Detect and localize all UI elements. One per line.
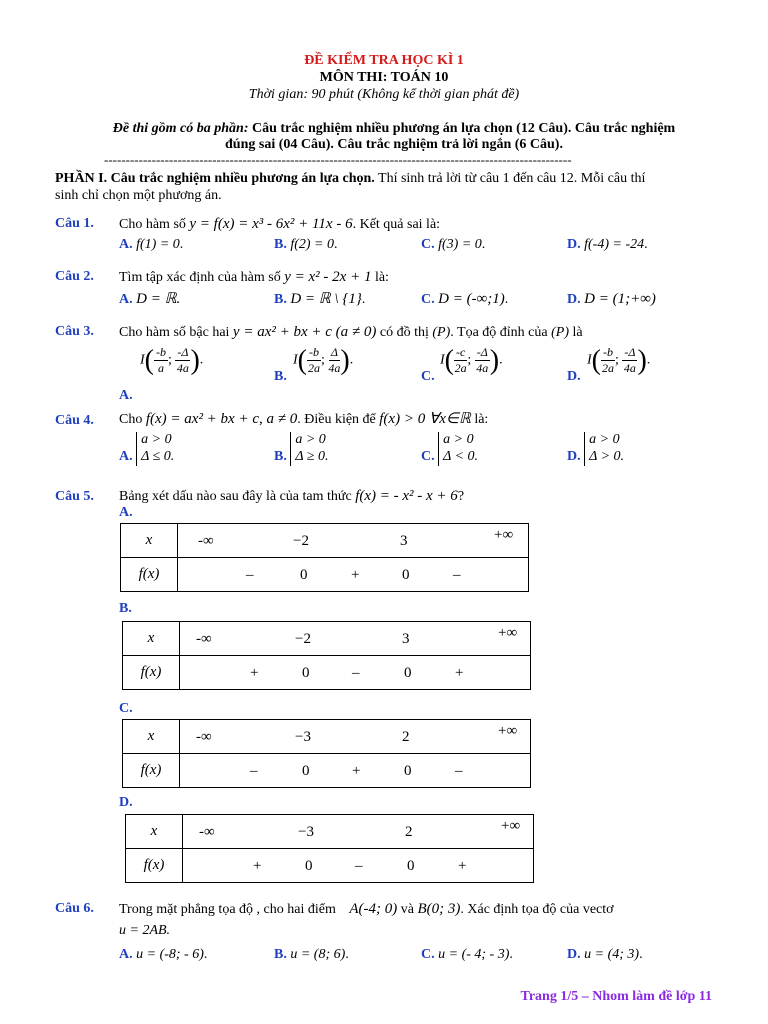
q6-option-d[interactable]: D. u = (4; 3). bbox=[567, 947, 643, 962]
x-header: x bbox=[126, 815, 183, 849]
pos-inf: +∞ bbox=[498, 723, 518, 739]
sign-table-a[interactable] bbox=[120, 523, 529, 592]
cond-2: Δ > 0 bbox=[589, 448, 621, 464]
cond-2: Δ < 0 bbox=[443, 448, 475, 464]
q1-option-c[interactable]: C. f(3) = 0. bbox=[421, 237, 486, 252]
sign: 0 bbox=[302, 665, 310, 681]
x-row bbox=[180, 622, 531, 656]
q5-label: Câu 5. bbox=[55, 489, 94, 504]
q3-option-b-formula[interactable]: I( $\frac{-b}{2a}$ ; $\frac{\Delta}{4a}$ ). bbox=[293, 345, 354, 376]
q5-post: ? bbox=[457, 489, 465, 504]
fx-row bbox=[178, 558, 529, 592]
option-text: D = (-∞;1) bbox=[438, 291, 505, 307]
q2-formula: y = x² - 2x + 1 bbox=[284, 269, 372, 285]
option-label: B. bbox=[274, 947, 287, 962]
vertex-i: I bbox=[440, 352, 445, 368]
neg-inf: -∞ bbox=[196, 729, 212, 745]
x-header: x bbox=[121, 524, 178, 558]
x-num: -b bbox=[156, 345, 166, 359]
sign: + bbox=[455, 665, 464, 681]
sign: 0 bbox=[407, 858, 415, 874]
root-2: 2 bbox=[402, 729, 410, 745]
q5-formula: f(x) = - x² - x + 6 bbox=[355, 488, 458, 504]
option-label: C. bbox=[421, 947, 435, 962]
option-label: D. bbox=[567, 292, 581, 307]
x-header: x bbox=[123, 720, 180, 754]
option-text: f(-4) = -24 bbox=[584, 237, 645, 252]
option-label: C. bbox=[421, 292, 435, 307]
option-label: C. bbox=[421, 237, 435, 252]
q3-option-a-label[interactable] bbox=[119, 387, 133, 405]
q4-label: Câu 4. bbox=[55, 413, 94, 428]
option-text: f(3) = 0 bbox=[438, 237, 482, 252]
sign: 0 bbox=[402, 567, 410, 583]
q4-option-d[interactable]: D. a > 0 Δ > 0. bbox=[567, 432, 625, 465]
option-label: C. bbox=[421, 449, 435, 465]
sign: – bbox=[352, 665, 360, 681]
q6-label: Câu 6. bbox=[55, 901, 94, 916]
q3-label: Câu 3. bbox=[55, 324, 94, 339]
q3-p: (P) bbox=[432, 325, 451, 340]
q1-formula: y = f(x) = x³ - 6x² + 11x - 6 bbox=[189, 216, 353, 232]
sign: + bbox=[250, 665, 259, 681]
cond-1: a > 0 bbox=[443, 432, 474, 447]
option-text: D = ℝ \ {1} bbox=[290, 291, 362, 307]
sign: 0 bbox=[300, 567, 308, 583]
fx-row bbox=[183, 849, 534, 883]
root-2: 2 bbox=[405, 824, 413, 840]
sign: + bbox=[253, 858, 262, 874]
x-den: a bbox=[158, 361, 164, 375]
sign: – bbox=[250, 763, 258, 779]
fx-header: f(x) bbox=[123, 754, 180, 788]
sign: – bbox=[453, 567, 461, 583]
y-num: -Δ bbox=[177, 345, 189, 359]
q4-option-a[interactable]: A. a > 0 Δ ≤ 0. bbox=[119, 432, 175, 465]
sign: 0 bbox=[305, 858, 313, 874]
table-b-label[interactable]: B. bbox=[119, 601, 132, 616]
neg-inf: -∞ bbox=[198, 533, 214, 549]
sign-table-c[interactable] bbox=[122, 719, 531, 788]
y-den: 4a bbox=[623, 361, 636, 375]
option-label: D. bbox=[567, 449, 581, 465]
q2-post: là: bbox=[374, 270, 389, 285]
table-c-label[interactable]: C. bbox=[119, 701, 133, 716]
option-text: f(1) = 0 bbox=[136, 237, 180, 252]
fx-header: f(x) bbox=[126, 849, 183, 883]
y-den: 4a bbox=[328, 361, 341, 375]
q3-mid: có đồ thị bbox=[379, 325, 429, 340]
x-row bbox=[183, 815, 534, 849]
q4-text bbox=[119, 410, 488, 429]
q4-option-b[interactable]: B. a > 0 Δ ≥ 0. bbox=[274, 432, 329, 465]
sign: 0 bbox=[404, 763, 412, 779]
vertex-i: I bbox=[140, 352, 145, 368]
root-1: −3 bbox=[295, 729, 311, 745]
part1-heading: PHẦN I. Câu trắc nghiệm nhiều phương án lựa chọn. bbox=[55, 171, 375, 186]
cond-1: a > 0 bbox=[295, 432, 326, 447]
x-row bbox=[178, 524, 529, 558]
q1-option-b[interactable]: B. f(2) = 0. bbox=[274, 237, 338, 252]
option-text: u = (4; 3) bbox=[584, 947, 640, 962]
q3-option-c-formula[interactable]: I( $\frac{-c}{2a}$ ; $\frac{-\Delta}{4a}$ ). bbox=[440, 345, 503, 376]
sign-table-d[interactable] bbox=[125, 814, 534, 883]
q2-option-b[interactable]: B. D = ℝ \ {1}. bbox=[274, 291, 366, 307]
q3-formula: y = ax² + bx + c (a ≠ 0) bbox=[232, 324, 377, 340]
y-num: -Δ bbox=[476, 345, 488, 359]
fx-header: f(x) bbox=[123, 656, 180, 690]
neg-inf: -∞ bbox=[199, 824, 215, 840]
q2-pre: Tìm tập xác định của hàm số bbox=[119, 270, 281, 285]
sign: + bbox=[351, 567, 360, 583]
q2-label: Câu 2. bbox=[55, 269, 94, 284]
exam-title: ĐỀ KIỂM TRA HỌC KÌ 1 bbox=[304, 53, 464, 68]
x-den: 2a bbox=[308, 361, 320, 375]
q6-option-a[interactable]: A. u = (-8; - 6). bbox=[119, 947, 208, 962]
option-label: D. bbox=[567, 369, 581, 384]
intro-line2: đúng sai (04 Câu). Câu trắc nghiệm trả lời ngắn (6 Câu). bbox=[225, 137, 563, 152]
x-num: -b bbox=[603, 345, 613, 359]
q3-post: . Tọa độ đỉnh của bbox=[450, 325, 548, 340]
pos-inf: +∞ bbox=[498, 625, 518, 641]
option-text: f(2) = 0 bbox=[290, 237, 335, 252]
sign: – bbox=[455, 763, 463, 779]
part1-instructions bbox=[55, 170, 725, 188]
vertex-i: I bbox=[587, 352, 592, 368]
q6-point-a: A(-4; 0) bbox=[349, 901, 398, 917]
q4-option-c[interactable]: C. a > 0 Δ < 0. bbox=[421, 432, 479, 465]
pos-inf: +∞ bbox=[494, 527, 514, 543]
root-1: −2 bbox=[295, 631, 311, 647]
intro-italic: Đề thi gồm có ba phần: bbox=[112, 121, 249, 136]
q5-text bbox=[119, 487, 464, 506]
fx-row bbox=[180, 656, 531, 690]
pos-inf: +∞ bbox=[501, 818, 521, 834]
sign: + bbox=[458, 858, 467, 874]
q3-option-c-label[interactable] bbox=[421, 368, 435, 386]
q1-pre: Cho hàm số bbox=[119, 217, 186, 232]
q4-post: là: bbox=[474, 412, 489, 427]
root-2: 3 bbox=[402, 631, 410, 647]
sign: 0 bbox=[404, 665, 412, 681]
option-text: u = (-8; - 6) bbox=[136, 947, 204, 962]
sign: + bbox=[352, 763, 361, 779]
q3-p2: (P) bbox=[551, 325, 570, 340]
page-footer: Trang 1/5 – Nhom làm đề lớp 11 bbox=[520, 989, 712, 1004]
option-text: u = (8; 6) bbox=[290, 947, 346, 962]
option-label: A. bbox=[119, 388, 133, 403]
sign: 0 bbox=[302, 763, 310, 779]
q6-post: . Xác định tọa độ của vectơ bbox=[460, 902, 614, 917]
divider: ------------------------------------------------------------------------------------------------------------ bbox=[104, 152, 572, 167]
q1-post: . Kết quả sai là: bbox=[352, 217, 441, 232]
exam-time: Thời gian: 90 phút (Không kể thời gian phát đề) bbox=[248, 87, 520, 102]
q2-text bbox=[119, 268, 389, 287]
q6-option-b[interactable]: B. u = (8; 6). bbox=[274, 947, 349, 962]
q3-option-d-formula[interactable]: I( $\frac{-b}{2a}$ ; $\frac{-\Delta}{4a}$ ). bbox=[587, 345, 651, 376]
option-label: D. bbox=[567, 237, 581, 252]
option-label: A. bbox=[119, 237, 133, 252]
neg-inf: -∞ bbox=[196, 631, 212, 647]
option-label: D. bbox=[567, 947, 581, 962]
sign: – bbox=[355, 858, 363, 874]
y-num: -Δ bbox=[624, 345, 636, 359]
q6-and: và bbox=[400, 902, 414, 917]
y-den: 4a bbox=[476, 361, 489, 375]
option-text: u = (- 4; - 3) bbox=[438, 947, 510, 962]
option-label: B. bbox=[274, 292, 287, 307]
q4-formula: f(x) = ax² + bx + c, a ≠ 0 bbox=[145, 411, 298, 427]
q3-text bbox=[119, 323, 583, 342]
q5-pre: Bảng xét dấu nào sau đây là của tam thức bbox=[119, 489, 352, 504]
y-num: Δ bbox=[330, 345, 338, 359]
q3-pre: Cho hàm số bậc hai bbox=[119, 325, 230, 340]
option-label: C. bbox=[421, 369, 435, 384]
sign-table-b[interactable] bbox=[122, 621, 531, 690]
q6-point-b: B(0; 3) bbox=[417, 901, 461, 917]
table-a-label[interactable]: A. bbox=[119, 505, 133, 520]
part1-instr2: sinh chỉ chọn một phương án. bbox=[55, 188, 222, 203]
x-num: -b bbox=[309, 345, 319, 359]
q6-option-c[interactable]: C. u = (- 4; - 3). bbox=[421, 947, 513, 962]
x-row bbox=[180, 720, 531, 754]
vertex-i: I bbox=[293, 352, 298, 368]
q3-option-b-label[interactable] bbox=[274, 368, 287, 386]
x-num: -c bbox=[456, 345, 466, 359]
cond-2: Δ ≥ 0 bbox=[295, 448, 325, 464]
option-text: D = (1;+∞) bbox=[584, 291, 656, 307]
y-den: 4a bbox=[176, 361, 189, 375]
cond-2: Δ ≤ 0 bbox=[141, 448, 171, 464]
table-d-label[interactable]: D. bbox=[119, 795, 133, 810]
q1-option-a[interactable]: A. f(1) = 0. bbox=[119, 237, 184, 252]
q4-mid: . Điều kiện để bbox=[297, 412, 376, 427]
q2-option-c[interactable]: C. D = (-∞;1). bbox=[421, 291, 509, 307]
option-label: B. bbox=[274, 449, 287, 465]
x-den: 2a bbox=[454, 361, 467, 375]
q1-option-d[interactable]: D. f(-4) = -24. bbox=[567, 237, 648, 252]
option-label: A. bbox=[119, 947, 133, 962]
sign: – bbox=[246, 567, 254, 583]
option-text: D = ℝ. bbox=[136, 291, 181, 307]
q1-label: Câu 1. bbox=[55, 216, 94, 231]
intro-rest: Câu trắc nghiệm nhiều phương án lựa chọn (12 Câu). Câu trắc nghiệm bbox=[248, 121, 676, 136]
x-den: 2a bbox=[602, 361, 614, 375]
exam-intro bbox=[60, 120, 728, 138]
q2-option-a[interactable] bbox=[119, 290, 180, 309]
fx-header: f(x) bbox=[121, 558, 178, 592]
cond-1: a > 0 bbox=[141, 432, 172, 447]
option-label: B. bbox=[274, 369, 287, 384]
q1-text bbox=[119, 215, 440, 234]
cond-1: a > 0 bbox=[589, 432, 620, 447]
q6-text bbox=[119, 900, 719, 919]
q4-pre: Cho bbox=[119, 412, 143, 427]
q6-pre: Trong mặt phẳng tọa độ , cho hai điểm bbox=[119, 902, 336, 917]
option-label: A. bbox=[119, 292, 133, 307]
q6-line2: u = 2AB. bbox=[119, 923, 171, 938]
root-1: −2 bbox=[293, 533, 309, 549]
q3-option-d-label[interactable] bbox=[567, 368, 581, 386]
root-2: 3 bbox=[400, 533, 408, 549]
part1-instr: Thí sinh trả lời từ câu 1 đến câu 12. Mỗi câu thí bbox=[374, 171, 646, 186]
option-label: A. bbox=[119, 449, 133, 465]
fx-row bbox=[180, 754, 531, 788]
q3-option-a-formula[interactable]: I( $\frac{-b}{a}$ ; $\frac{-\Delta}{4a}$ ). bbox=[140, 345, 204, 376]
q3-post2: là bbox=[572, 325, 583, 340]
root-1: −3 bbox=[298, 824, 314, 840]
exam-subject: MÔN THI: TOÁN 10 bbox=[319, 70, 449, 85]
x-header: x bbox=[123, 622, 180, 656]
option-label: B. bbox=[274, 237, 287, 252]
q2-option-d[interactable] bbox=[567, 290, 656, 309]
q4-cond: f(x) > 0 ∀x∈ℝ bbox=[379, 411, 471, 427]
